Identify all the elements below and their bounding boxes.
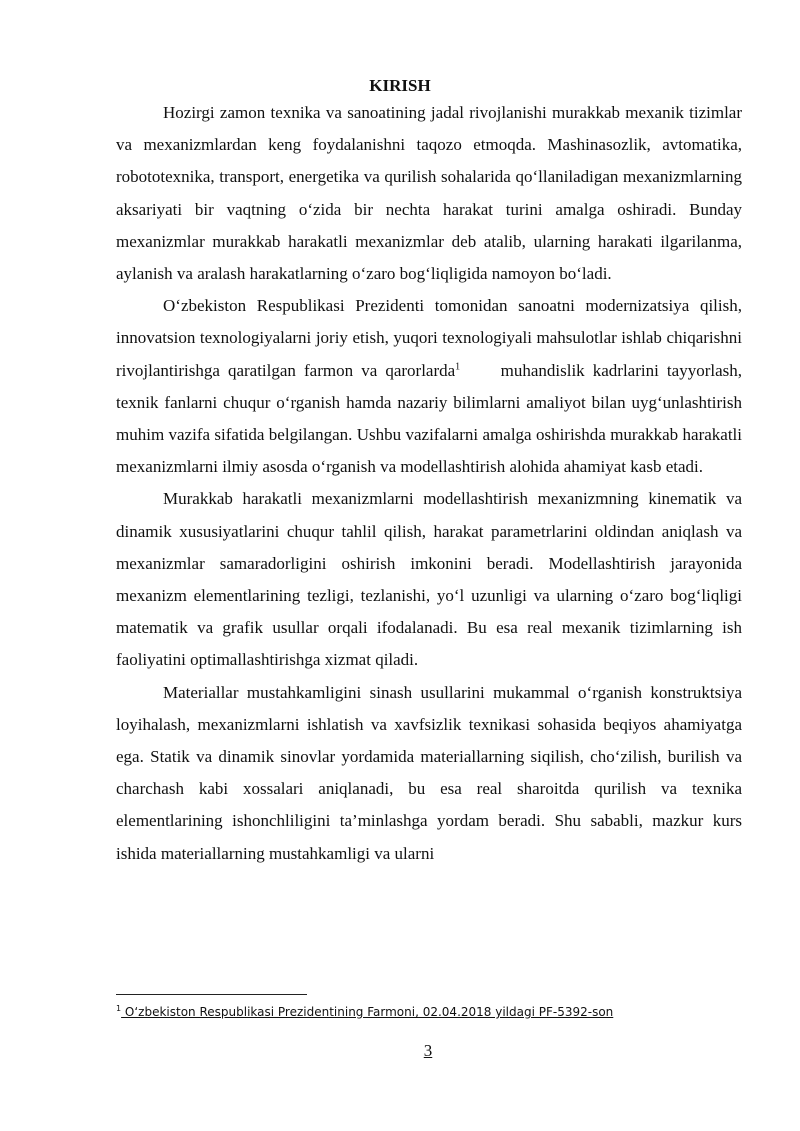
footnote-reference[interactable]: 1	[455, 360, 461, 372]
footnote-separator	[116, 994, 307, 995]
paragraph-2	[116, 290, 747, 483]
paragraph-1-text: Hozirgi zamon texnika va sanoatining jadal rivojlanishi murakkab mexanik tizimlar va mexanizmlardan keng foydalanishni taqozo etmoqda. Mashinasozlik, avtomatika, robototexnika, transport, energetika va qurilish sohalarida qo‘llaniladigan mexanizmlarning aksariyati bir vaqtning o‘zida bir nechta harakat turini amalga oshiradi. Bunday mexanizmlar murakkab harakatli mexanizmlar deb atalib, ularning harakati ilgarilanma, aylanish va aralash harakatlarning o‘zaro bog‘liqligida namoyon bo‘ladi.	[116, 103, 742, 284]
paragraph-2-text-end: muhandislik kadrlarini tayyorlash, texnik fanlarni chuqur o‘rganish hamda nazariy bilimlarni amaliyot bilan uyg‘unlashtirish muhim vazifa sifatida belgilangan. Ushbu vazifalarni amalga oshirishda murakkab harakatli mexanizmlarni ilmiy asosda o‘rganish va modellashtirish alohida ahamiyat kasb etadi.	[116, 360, 747, 477]
paragraph-3-text: Murakkab harakatli mexanizmlarni modellashtirish mexanizmning kinematik va dinamik xususiyatlarini chuqur tahlil qilish, harakat parametrlarini oldindan aniqlash va mexanizmlar samaradorligini oshirish imkonini beradi. Modellashtirish jarayonida mexanizm elementlarining tezligi, tezlanishi, yo‘l uzunligi va ularning o‘zaro bog‘liqligi matematik va grafik usullar orqali ifodalanadi. Bu esa real mexanik tizimlarning ish faoliyatini optimallashtirishga xizmat qiladi.	[116, 489, 742, 670]
section-title: KIRISH	[369, 76, 431, 95]
paragraph-1	[116, 97, 742, 290]
footnote-text[interactable]: O‘zbekiston Respublikasi Prezidentining Farmoni, 02.04.2018 yildagi PF-5392-son	[121, 1005, 614, 1019]
footnote	[116, 1003, 756, 1021]
body-text	[116, 97, 747, 870]
paragraph-2-text-start: O‘zbekiston Respublikasi Prezidenti tomonidan sanoatni modernizatsiya qilish, innovatsion texnologiyalarni joriy etish, yuqori texnologiyali mahsulotlar ishlab chiqarishni rivojlantirishga qaratilgan farmon va qarorlarda	[116, 296, 742, 380]
paragraph-3	[116, 483, 742, 676]
paragraph-4-text: Materiallar mustahkamligini sinash usullarini mukammal o‘rganish konstruktsiya loyihalash, mexanizmlarni ishlatish va xavfsizlik texnikasi sohasida beqiyos ahamiyatga ega. Statik va dinamik sinovlar yordamida materiallarning siqilish, cho‘zilish, burilish va charchash kabi xossalari aniqlanadi, bu esa real sharoitda qurilish va texnika elementlarining ishonchliligini ta’minlashga yordam beradi. Shu sababli, mazkur kurs ishida materiallarning mustahkamligi va ularni	[116, 682, 742, 863]
footnote-marker: 1	[116, 1004, 122, 1013]
page-number: 3	[423, 1041, 433, 1060]
paragraph-4	[116, 677, 742, 870]
